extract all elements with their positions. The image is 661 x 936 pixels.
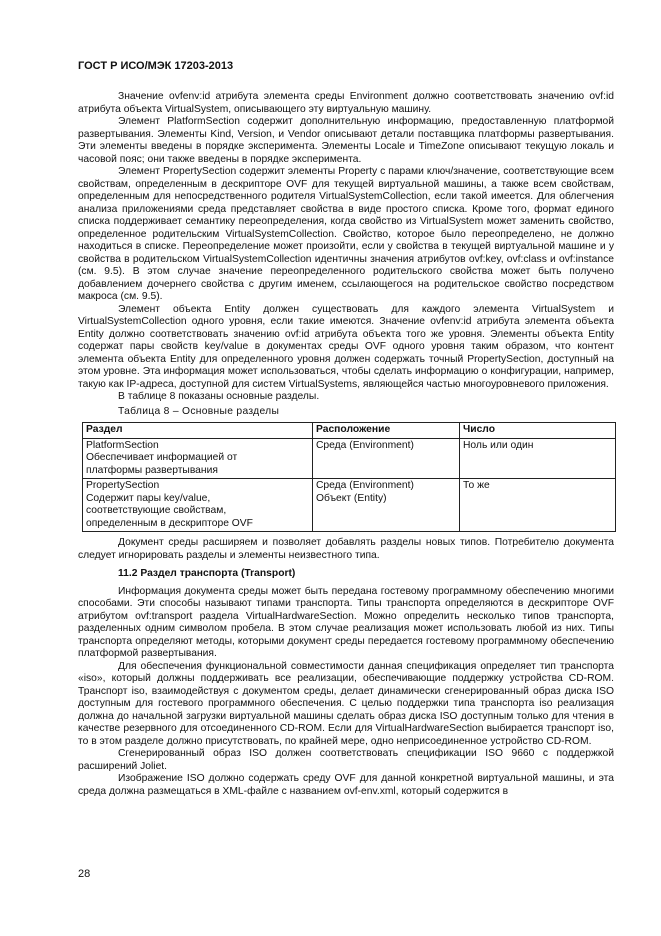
column-header: Расположение — [313, 423, 460, 439]
cell-line: PlatformSection — [86, 439, 159, 451]
paragraph: Изображение ISO должно содержать среду OVF для данной конкретной виртуальной машины, и эта среда должна размещаться в XML-файле с названием ovf-env.xml, который содержится в — [78, 773, 614, 797]
cell-line: Среда (Environment) — [316, 439, 414, 451]
table-caption: Таблица 8 – Основные разделы — [118, 405, 280, 417]
paragraph: Элемент объекта Entity должен существовать для каждого элемента VirtualSystem и VirtualSystemCollection одного уровня, если такие имеются. Значение ovfenv:id атрибута элемента объекта Entity должно соответствовать значению ovf:id атрибута объекта того же уровня. Элементы объекта Entity содержат пары свойств key/value в документах среды OVF одного уровня таким образом, что контент элемента объекта Entity для определенного уровня должен содержать точный PropertySection, доступный на этом уровне. Эта информация может использоваться, чтобы сделать информацию о конфигурации, например, такую как IP-адреса, доступной для систем VirtualSystems, являющейся частью многоуровневого приложения. — [78, 303, 614, 390]
table-cell — [313, 479, 460, 532]
paragraph: Элемент PropertySection содержит элементы Property с парами ключ/значение, соответствующие всем свойствам, определенным в дескрипторе OVF для текущей виртуальной машины, а также всем свойствам, определенным для непосредственного родителя VirtualSystemCollection, если такой имеется. Для облегчения анализа приложениями среда представляет свойства в виде простого списка. Кроме того, формат единого списка поддерживает семантику переопределения, когда свойство из VirtualSystem может заменить свойство, определенное родительским VirtualSystemCollection. Свойство, которое было переопределено, не должно находиться в списке. Переопределение может произойти, если у свойства в текущей виртуальной машине и у свойства в родительском VirtualSystemCollection идентичны значения атрибутов ovf:key, ovf:class и ovf:instance (см. 9.5). В этом случае значение переопределенного родительского свойства может быть получено добавлением дочернего свойства с другим именем, ссылающегося на родительское свойство посредством макроса (см. 9.5). — [78, 166, 614, 302]
paragraph: Значение ovfenv:id атрибута элемента среды Environment должно соответствовать значению ovf:id атрибута объекта VirtualSystem, описывающего эту виртуальную машину. — [78, 91, 614, 115]
paragraph: Информация документа среды может быть передана гостевому программному обеспечению многими способами. Эти способы называют типами транспорта. Типы транспорта определяются в дескрипторе OVF атрибутом ovf:transport раздела VirtualHardwareSection. Можно определить несколько типов транспорта, разделенных одним символом пробела. В этом случае реализация может использовать любой из них. Типы транспорта определяют методы, которыми документ среды передается гостевому программному обеспечению платформой развертывания. — [78, 585, 614, 659]
table-cell — [313, 438, 460, 479]
paragraph: Сгенерированный образ ISO должен соответствовать спецификации ISO 9660 с поддержкой расширений Joliet. — [78, 748, 614, 772]
cell-line: PropertySection — [86, 480, 160, 491]
paragraph: Документ среды расширяем и позволяет добавлять разделы новых типов. Потребителю документа следует игнорировать разделы и элементы неизвестного типа. — [78, 537, 614, 561]
cell-line: платформы развертывания — [86, 464, 218, 476]
document-body — [78, 91, 614, 798]
paragraph: Для обеспечения функциональной совместимости данная спецификация определяет тип транспорта «iso», который должны поддерживать все реализации, обеспечивающие поддержку устройства CD-ROM. Транспорт iso, взаимодействуя с документом среды, делает динамически сгенерированный образ диска ISO доступным для гостевого программного обеспечения. С целью поддержки типа транспорта iso реализация должна до начальной загрузки виртуальной машины сделать образ диска ISO доступным только для чтения в качестве резервного для отсоединенного CD-ROM. Если для VirtualHardwareSection выбирается транспорт iso, то в этом разделе должно присутствовать, по крайней мере, одно неприсоединенное устройство CD-ROM. — [78, 660, 614, 747]
cell-line: определенным в дескрипторе OVF — [86, 517, 253, 529]
table-cell: Ноль или один — [460, 438, 616, 479]
paragraph: В таблице 8 показаны основные разделы. — [118, 391, 320, 402]
cell-line: соответствующие свойствам, — [86, 505, 227, 516]
table-row — [83, 479, 616, 532]
cell-line: Объект (Entity) — [316, 492, 387, 504]
cell-line: Обеспечивает информацией от — [86, 452, 238, 463]
cell-line: Среда (Environment) — [316, 480, 414, 491]
table-cell — [83, 479, 313, 532]
column-header: Число — [460, 423, 616, 439]
section-heading: 11.2 Раздел транспорта (Transport) — [118, 568, 296, 579]
paragraph: Элемент PlatformSection содержит дополнительную информацию, предоставленную платформой развертывания. Элементы Kind, Version, и Vendor описывают детали поставщика платформы развертывания. Эти элементы введены в порядке эксперимента. Элементы Locale и TimeZone описывают текущую локаль и часовой пояс; они также введены в порядке эксперимента. — [78, 116, 614, 165]
table-cell — [83, 438, 313, 479]
table-header-row — [83, 423, 616, 439]
cell-line: Содержит пары key/value, — [86, 492, 211, 504]
table-cell: То же — [460, 479, 616, 532]
sections-table — [82, 422, 616, 532]
standard-header: ГОСТ Р ИСО/МЭК 17203-2013 — [78, 60, 234, 72]
column-header: Раздел — [83, 423, 313, 439]
page-number: 28 — [78, 868, 91, 880]
table-row — [83, 438, 616, 479]
